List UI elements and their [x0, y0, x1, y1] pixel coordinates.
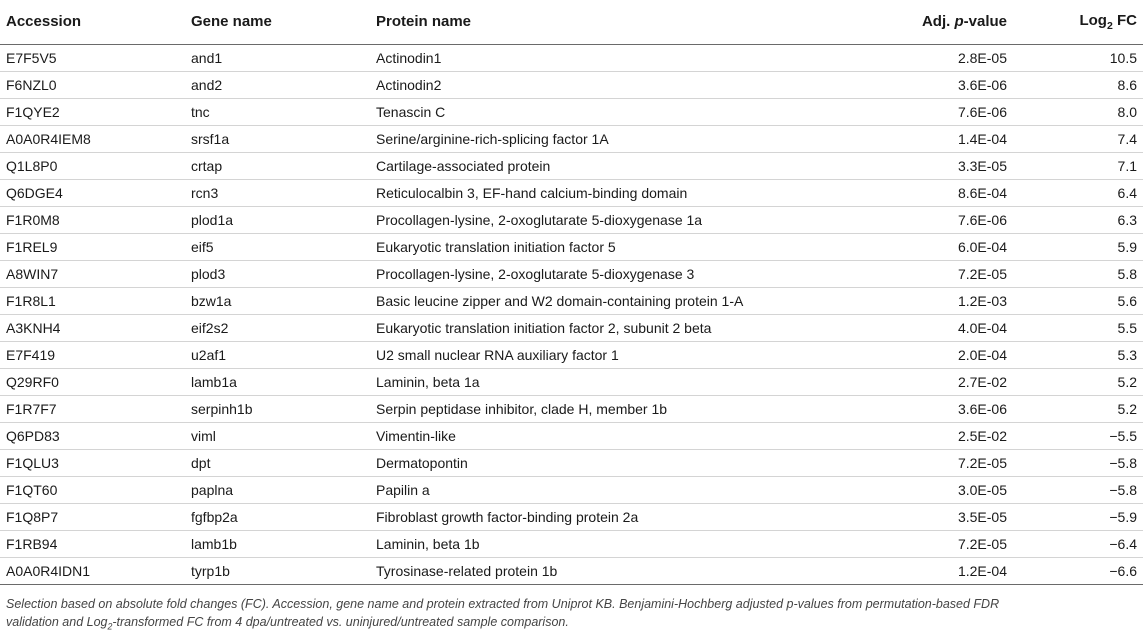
table-row — [0, 152, 1143, 179]
cell-accession: F1R0M8 — [0, 206, 183, 233]
cell-accession: E7F419 — [0, 341, 183, 368]
cell-accession: Q1L8P0 — [0, 152, 183, 179]
table-row — [0, 179, 1143, 206]
header-log2-fc — [1033, 0, 1143, 44]
cell-protein-name: Tenascin C — [366, 98, 846, 125]
footnote-line-2-suffix: -transformed FC from 4 dpa/untreated vs. uninjured/untreated sample comparison. — [112, 614, 569, 629]
table-row — [0, 314, 1143, 341]
table-row — [0, 44, 1143, 71]
cell-adj-p-value: 1.2E-03 — [846, 287, 1033, 314]
cell-adj-p-value: 3.6E-06 — [846, 71, 1033, 98]
cell-adj-p-value: 7.2E-05 — [846, 530, 1033, 557]
cell-accession: A0A0R4IEM8 — [0, 125, 183, 152]
cell-accession: F1QYE2 — [0, 98, 183, 125]
cell-adj-p-value: 1.4E-04 — [846, 125, 1033, 152]
cell-protein-name: Laminin, beta 1b — [366, 530, 846, 557]
header-protein-name: Protein name — [366, 0, 846, 44]
cell-accession: A3KNH4 — [0, 314, 183, 341]
cell-log2-fc: −5.5 — [1033, 422, 1143, 449]
cell-protein-name: Eukaryotic translation initiation factor 5 — [366, 233, 846, 260]
cell-accession: F1QT60 — [0, 476, 183, 503]
cell-log2-fc: 8.0 — [1033, 98, 1143, 125]
cell-accession: F1Q8P7 — [0, 503, 183, 530]
cell-log2-fc: 7.4 — [1033, 125, 1143, 152]
cell-protein-name: Tyrosinase-related protein 1b — [366, 557, 846, 584]
cell-gene-name: bzw1a — [183, 287, 366, 314]
header-adj-p-value — [846, 0, 1033, 44]
cell-log2-fc: 5.5 — [1033, 314, 1143, 341]
table-row — [0, 260, 1143, 287]
cell-accession: Q6PD83 — [0, 422, 183, 449]
footnote-line-2-prefix: validation and Log — [6, 614, 108, 629]
cell-log2-fc: 10.5 — [1033, 44, 1143, 71]
cell-gene-name: serpinh1b — [183, 395, 366, 422]
cell-gene-name: plod1a — [183, 206, 366, 233]
header-adj-prefix: Adj. — [921, 13, 955, 31]
cell-log2-fc: −6.4 — [1033, 530, 1143, 557]
table-footnote — [0, 585, 1143, 636]
cell-protein-name: Cartilage-associated protein — [366, 152, 846, 179]
cell-log2-fc: 5.9 — [1033, 233, 1143, 260]
cell-protein-name: Laminin, beta 1a — [366, 368, 846, 395]
table-row — [0, 287, 1143, 314]
cell-protein-name: Procollagen-lysine, 2-oxoglutarate 5-dioxygenase 1a — [366, 206, 846, 233]
cell-accession: A0A0R4IDN1 — [0, 557, 183, 584]
cell-gene-name: srsf1a — [183, 125, 366, 152]
cell-adj-p-value: 7.6E-06 — [846, 206, 1033, 233]
header-log-suffix: FC — [1112, 11, 1137, 29]
footnote-line-2-sub: 2 — [107, 621, 113, 631]
cell-accession: F1RB94 — [0, 530, 183, 557]
cell-adj-p-value: 2.8E-05 — [846, 44, 1033, 71]
table-row — [0, 530, 1143, 557]
cell-log2-fc: −5.8 — [1033, 476, 1143, 503]
table-row — [0, 125, 1143, 152]
cell-adj-p-value: 2.0E-04 — [846, 341, 1033, 368]
cell-gene-name: lamb1a — [183, 368, 366, 395]
table-row — [0, 368, 1143, 395]
cell-gene-name: tyrp1b — [183, 557, 366, 584]
cell-protein-name: Fibroblast growth factor-binding protein 2a — [366, 503, 846, 530]
cell-gene-name: fgfbp2a — [183, 503, 366, 530]
cell-adj-p-value: 7.2E-05 — [846, 449, 1033, 476]
cell-protein-name: Actinodin2 — [366, 71, 846, 98]
cell-accession: F1REL9 — [0, 233, 183, 260]
cell-adj-p-value: 3.0E-05 — [846, 476, 1033, 503]
cell-adj-p-value: 8.6E-04 — [846, 179, 1033, 206]
cell-protein-name: Basic leucine zipper and W2 domain-containing protein 1-A — [366, 287, 846, 314]
cell-log2-fc: 5.2 — [1033, 395, 1143, 422]
cell-accession: Q29RF0 — [0, 368, 183, 395]
table-row — [0, 71, 1143, 98]
cell-accession: F6NZL0 — [0, 71, 183, 98]
cell-accession: Q6DGE4 — [0, 179, 183, 206]
cell-log2-fc: 7.1 — [1033, 152, 1143, 179]
cell-log2-fc: 5.3 — [1033, 341, 1143, 368]
header-accession: Accession — [0, 0, 183, 44]
header-adj-italic: p — [954, 13, 964, 31]
cell-adj-p-value: 6.0E-04 — [846, 233, 1033, 260]
cell-accession: E7F5V5 — [0, 44, 183, 71]
cell-gene-name: tnc — [183, 98, 366, 125]
cell-adj-p-value: 2.5E-02 — [846, 422, 1033, 449]
cell-adj-p-value: 2.7E-02 — [846, 368, 1033, 395]
table-row — [0, 98, 1143, 125]
cell-adj-p-value: 3.6E-06 — [846, 395, 1033, 422]
cell-adj-p-value: 7.2E-05 — [846, 260, 1033, 287]
cell-log2-fc: −5.9 — [1033, 503, 1143, 530]
table-row — [0, 422, 1143, 449]
cell-log2-fc: 6.4 — [1033, 179, 1143, 206]
cell-log2-fc: −5.8 — [1033, 449, 1143, 476]
cell-accession: F1R8L1 — [0, 287, 183, 314]
cell-gene-name: lamb1b — [183, 530, 366, 557]
cell-protein-name: Procollagen-lysine, 2-oxoglutarate 5-dioxygenase 3 — [366, 260, 846, 287]
cell-protein-name: Papilin a — [366, 476, 846, 503]
cell-gene-name: dpt — [183, 449, 366, 476]
cell-adj-p-value: 3.3E-05 — [846, 152, 1033, 179]
cell-protein-name: Eukaryotic translation initiation factor 2, subunit 2 beta — [366, 314, 846, 341]
cell-adj-p-value: 7.6E-06 — [846, 98, 1033, 125]
table-row — [0, 233, 1143, 260]
table-row — [0, 206, 1143, 233]
cell-protein-name: Actinodin1 — [366, 44, 846, 71]
cell-log2-fc: −6.6 — [1033, 557, 1143, 584]
cell-log2-fc: 8.6 — [1033, 71, 1143, 98]
cell-gene-name: crtap — [183, 152, 366, 179]
table-row — [0, 395, 1143, 422]
header-log-prefix: Log — [1079, 11, 1107, 29]
cell-accession: F1R7F7 — [0, 395, 183, 422]
table-row — [0, 503, 1143, 530]
cell-gene-name: plod3 — [183, 260, 366, 287]
table-body — [0, 44, 1143, 584]
header-row — [0, 0, 1143, 44]
table-header — [0, 0, 1143, 44]
table-row — [0, 449, 1143, 476]
cell-protein-name: Serine/arginine-rich-splicing factor 1A — [366, 125, 846, 152]
cell-gene-name: u2af1 — [183, 341, 366, 368]
cell-log2-fc: 5.6 — [1033, 287, 1143, 314]
cell-protein-name: Reticulocalbin 3, EF-hand calcium-binding domain — [366, 179, 846, 206]
footnote-line-2 — [6, 613, 1137, 636]
cell-gene-name: eif2s2 — [183, 314, 366, 341]
cell-gene-name: and1 — [183, 44, 366, 71]
cell-gene-name: eif5 — [183, 233, 366, 260]
cell-log2-fc: 6.3 — [1033, 206, 1143, 233]
header-log-sub: 2 — [1106, 19, 1113, 32]
cell-adj-p-value: 1.2E-04 — [846, 557, 1033, 584]
table-row — [0, 341, 1143, 368]
table-row — [0, 476, 1143, 503]
header-gene-name: Gene name — [183, 0, 366, 44]
cell-gene-name: and2 — [183, 71, 366, 98]
cell-gene-name: paplna — [183, 476, 366, 503]
cell-gene-name: viml — [183, 422, 366, 449]
cell-protein-name: Dermatopontin — [366, 449, 846, 476]
table-row — [0, 557, 1143, 584]
cell-protein-name: U2 small nuclear RNA auxiliary factor 1 — [366, 341, 846, 368]
cell-log2-fc: 5.8 — [1033, 260, 1143, 287]
cell-adj-p-value: 3.5E-05 — [846, 503, 1033, 530]
cell-accession: F1QLU3 — [0, 449, 183, 476]
cell-protein-name: Vimentin-like — [366, 422, 846, 449]
cell-log2-fc: 5.2 — [1033, 368, 1143, 395]
cell-protein-name: Serpin peptidase inhibitor, clade H, member 1b — [366, 395, 846, 422]
cell-adj-p-value: 4.0E-04 — [846, 314, 1033, 341]
cell-accession: A8WIN7 — [0, 260, 183, 287]
footnote-line-1: Selection based on absolute fold changes (FC). Accession, gene name and protein extracted from Uniprot KB. Benjamini-Hochberg adjusted p-values from permutation-based FDR — [6, 596, 1000, 611]
cell-gene-name: rcn3 — [183, 179, 366, 206]
header-adj-suffix: -value — [963, 13, 1007, 31]
